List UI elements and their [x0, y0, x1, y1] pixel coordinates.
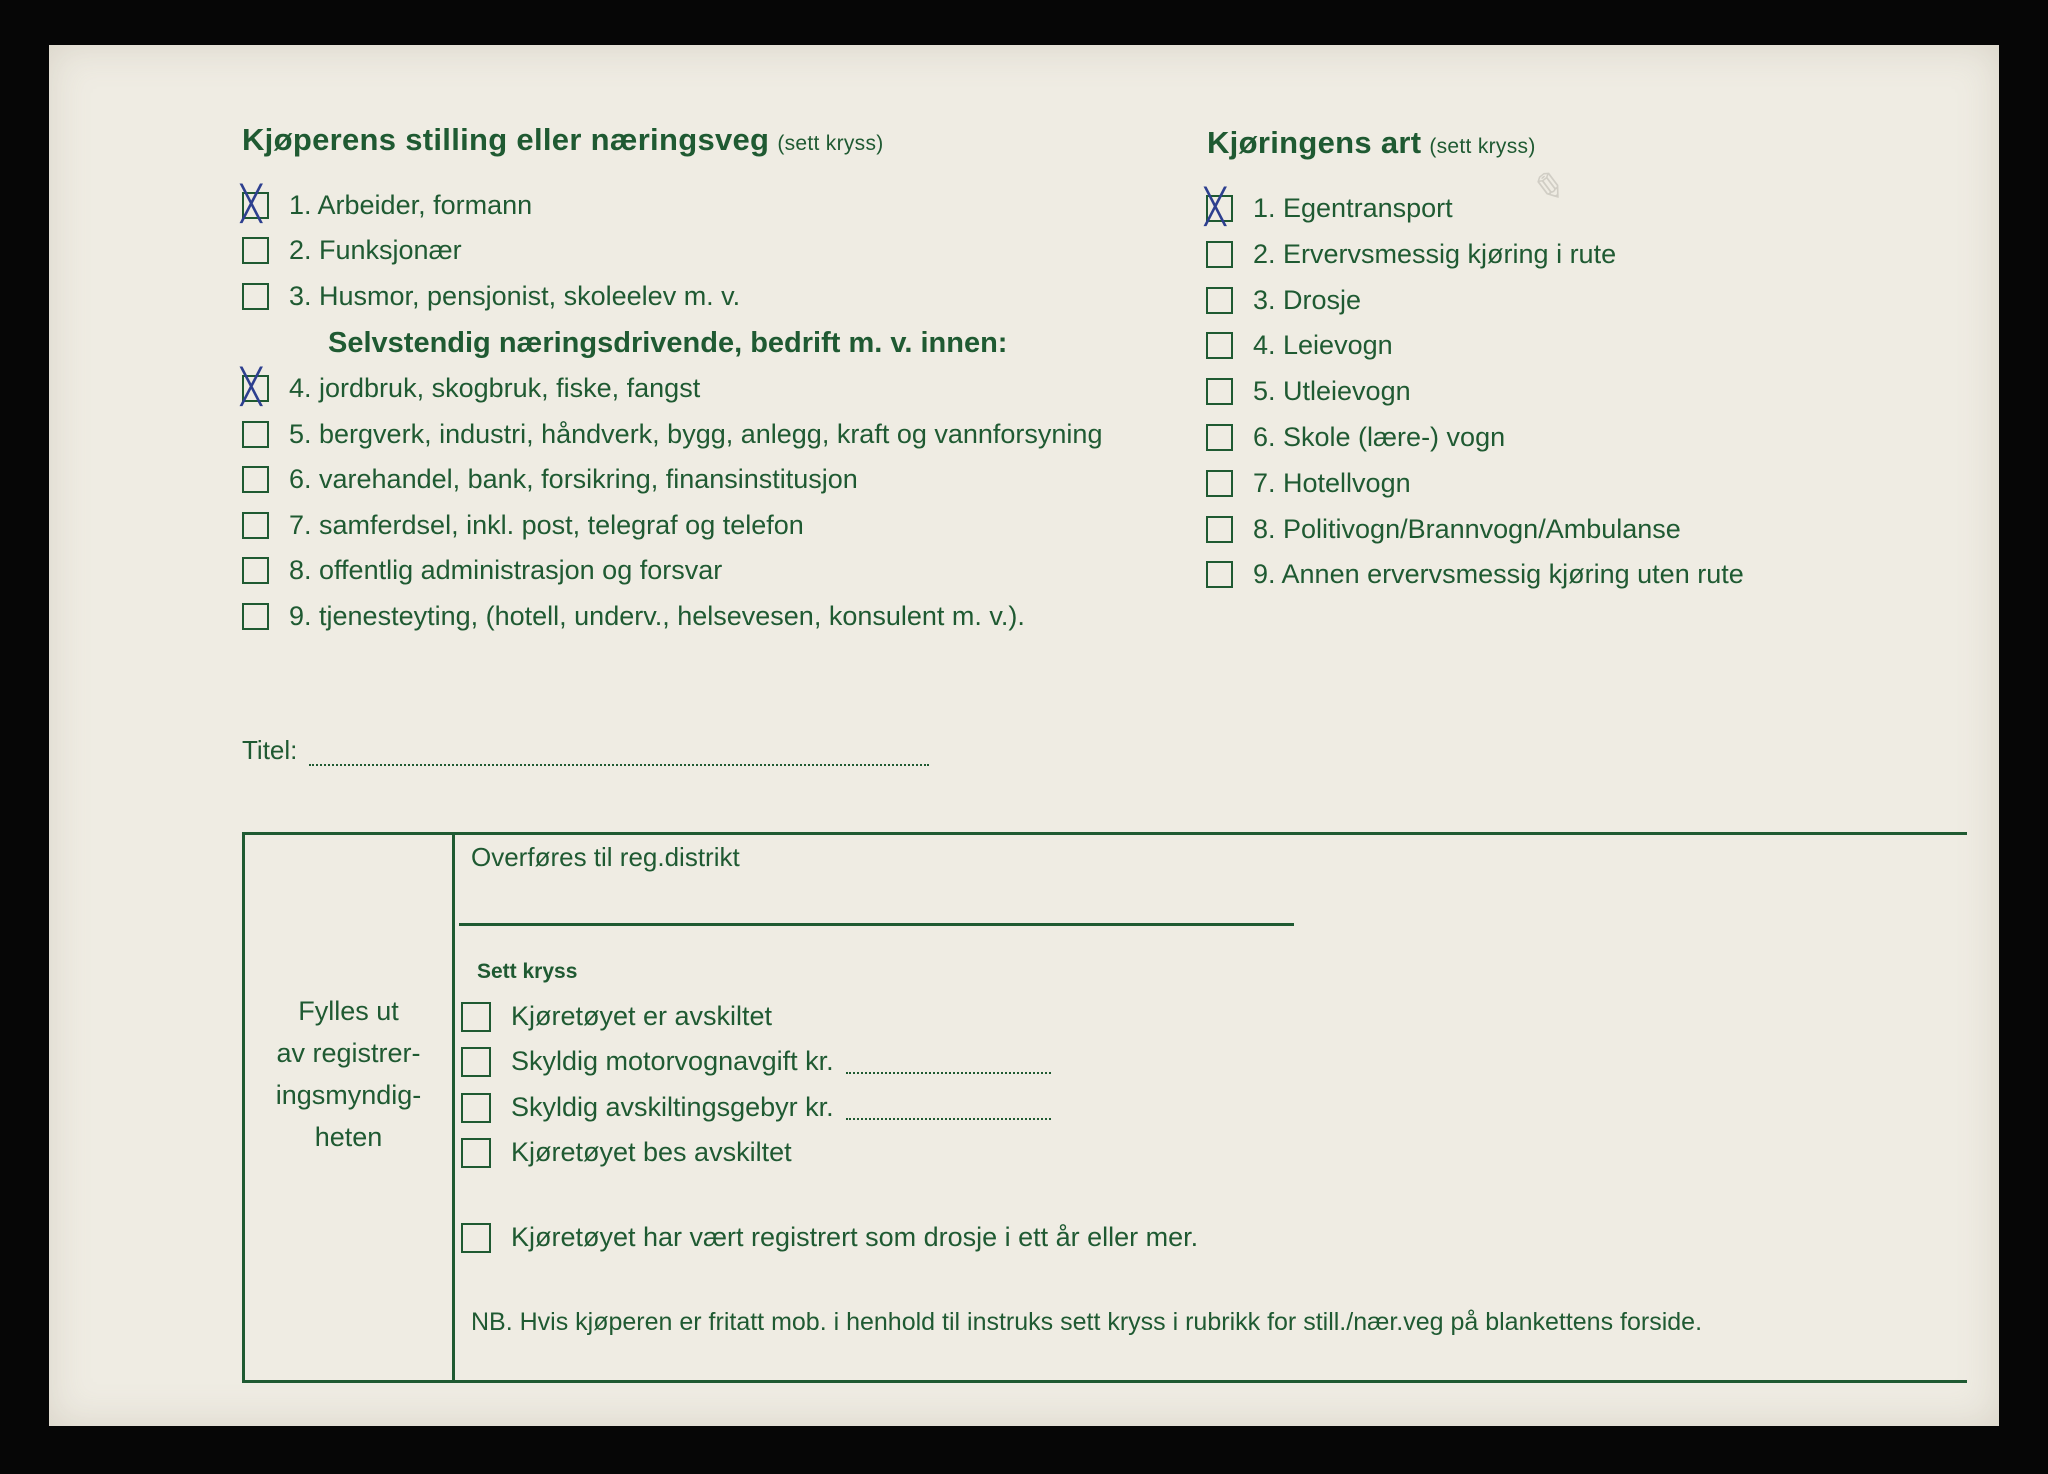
option-label: 6. varehandel, bank, forsikring, finansinstitusjon — [289, 464, 858, 494]
driving-option-8[interactable] — [1206, 514, 1681, 545]
registry-check-vehicle-tax[interactable] — [461, 1046, 1051, 1077]
occupation-option-1[interactable] — [241, 184, 533, 224]
driving-option-9[interactable] — [1206, 559, 1744, 590]
nb-note: NB. Hvis kjøperen er fritatt mob. i henhold til instruks sett kryss i rubrikk for still./nær.veg på blankettens forside. — [471, 1308, 1703, 1336]
driving-option-3[interactable] — [1206, 285, 1361, 316]
checkbox[interactable] — [461, 1223, 491, 1253]
registry-check-taxi-history[interactable] — [461, 1222, 1198, 1253]
option-label: Kjøretøyet har vært registrert som drosje i ett år eller mer. — [511, 1222, 1199, 1252]
option-label: 7. samferdsel, inkl. post, telegraf og telefon — [289, 510, 804, 540]
checkbox[interactable] — [1206, 241, 1233, 268]
option-label: 1. Egentransport — [1253, 193, 1453, 223]
checkbox[interactable] — [1206, 516, 1233, 543]
option-label: 9. tjenesteyting, (hotell, underv., helsevesen, konsulent m. v.). — [289, 601, 1025, 631]
occupation-option-9[interactable] — [242, 601, 1025, 632]
checkbox[interactable] — [242, 557, 269, 584]
checkbox[interactable] — [242, 421, 269, 448]
option-label: 8. offentlig administrasjon og forsvar — [289, 555, 723, 585]
side-label-line: av registrer- — [276, 1038, 421, 1068]
checkbox[interactable] — [1206, 378, 1233, 405]
check-mark-icon: ╳ — [1205, 187, 1226, 227]
option-label: 8. Politivogn/Brannvogn/Ambulanse — [1253, 514, 1681, 544]
amount-dotted-line[interactable] — [846, 1096, 1051, 1120]
sett-kryss-label: Sett kryss — [477, 960, 578, 983]
side-label-line: heten — [314, 1122, 383, 1152]
option-label: 9. Annen ervervsmessig kjøring uten rute — [1253, 559, 1744, 589]
buyer-occupation-title: Kjøperens stilling eller næringsveg — [242, 122, 770, 157]
check-mark-icon: ╳ — [241, 184, 262, 224]
checkbox[interactable] — [1206, 287, 1233, 314]
checkbox[interactable] — [242, 603, 269, 630]
amount-dotted-line[interactable] — [846, 1050, 1051, 1074]
registry-check-request-deregistration[interactable] — [461, 1137, 792, 1168]
checkbox[interactable] — [1206, 424, 1233, 451]
checkbox[interactable] — [241, 367, 269, 407]
occupation-option-7[interactable] — [242, 510, 804, 541]
option-label: 1. Arbeider, formann — [289, 190, 533, 220]
checkbox[interactable] — [1206, 561, 1233, 588]
option-label: Skyldig motorvognavgift kr. — [511, 1046, 834, 1076]
title-field[interactable] — [242, 735, 929, 766]
option-label: Skyldig avskiltingsgebyr kr. — [511, 1092, 834, 1122]
driving-option-1[interactable] — [1205, 187, 1453, 227]
checkbox[interactable] — [242, 283, 269, 310]
occupation-option-5[interactable] — [242, 419, 1102, 450]
bleed-through-mark: ✎ — [1529, 165, 1563, 211]
box-divider — [452, 832, 455, 1382]
transfer-district-line[interactable] — [459, 923, 1294, 926]
registry-check-deregistered[interactable] — [461, 1001, 772, 1032]
occupation-option-6[interactable] — [242, 464, 858, 495]
option-label: 2. Ervervsmessig kjøring i rute — [1253, 239, 1617, 269]
form-sheet — [49, 45, 1999, 1426]
registry-check-deregistration-fee[interactable] — [461, 1092, 1051, 1123]
checkbox[interactable] — [461, 1138, 491, 1168]
option-label: 4. jordbruk, skogbruk, fiske, fangst — [289, 373, 701, 403]
driving-option-7[interactable] — [1206, 468, 1411, 499]
driving-type-title: Kjøringens art — [1207, 125, 1422, 160]
transfer-label: Overføres til reg.distrikt — [471, 842, 740, 872]
checkbox[interactable] — [1206, 470, 1233, 497]
check-mark-icon: ╳ — [241, 367, 262, 407]
checkbox[interactable] — [1206, 332, 1233, 359]
option-label: Kjøretøyet er avskiltet — [511, 1001, 773, 1031]
option-label: 6. Skole (lære-) vogn — [1253, 422, 1506, 452]
box-bottom-border — [242, 1380, 1967, 1383]
buyer-occupation-note: (sett kryss) — [777, 132, 884, 155]
driving-option-2[interactable] — [1206, 239, 1616, 270]
driving-option-6[interactable] — [1206, 422, 1505, 453]
checkbox[interactable] — [242, 466, 269, 493]
registry-authority-label — [245, 990, 452, 1158]
checkbox[interactable] — [461, 1002, 491, 1032]
driving-option-4[interactable] — [1206, 330, 1393, 361]
option-label: Kjøretøyet bes avskiltet — [511, 1137, 792, 1167]
option-label: 3. Husmor, pensjonist, skoleelev m. v. — [289, 281, 741, 311]
checkbox[interactable] — [242, 512, 269, 539]
checkbox[interactable] — [1205, 187, 1233, 227]
checkbox[interactable] — [242, 237, 269, 264]
occupation-option-2[interactable] — [242, 235, 462, 266]
option-label: 4. Leievogn — [1253, 330, 1393, 360]
driving-option-5[interactable] — [1206, 376, 1411, 407]
option-label: 5. Utleievogn — [1253, 376, 1411, 406]
box-top-border — [242, 832, 1967, 835]
option-label: 5. bergverk, industri, håndverk, bygg, anlegg, kraft og vannforsyning — [289, 419, 1103, 449]
option-label: 2. Funksjonær — [289, 235, 462, 265]
self-employed-subheading: Selvstendig næringsdrivende, bedrift m. v. innen: — [328, 327, 1008, 359]
checkbox[interactable] — [241, 184, 269, 224]
title-label: Titel: — [242, 735, 298, 765]
driving-type-heading — [1207, 125, 1536, 161]
checkbox[interactable] — [461, 1047, 491, 1077]
option-label: 3. Drosje — [1253, 285, 1362, 315]
side-label-line: Fylles ut — [298, 996, 399, 1026]
driving-type-note: (sett kryss) — [1429, 135, 1536, 158]
option-label: 7. Hotellvogn — [1253, 468, 1411, 498]
side-label-line: ingsmyndig- — [275, 1080, 422, 1110]
occupation-option-4[interactable] — [241, 367, 701, 407]
occupation-option-3[interactable] — [242, 281, 740, 312]
title-dotted-line[interactable] — [309, 742, 929, 766]
buyer-occupation-heading — [242, 122, 884, 158]
occupation-option-8[interactable] — [242, 555, 722, 586]
checkbox[interactable] — [461, 1093, 491, 1123]
